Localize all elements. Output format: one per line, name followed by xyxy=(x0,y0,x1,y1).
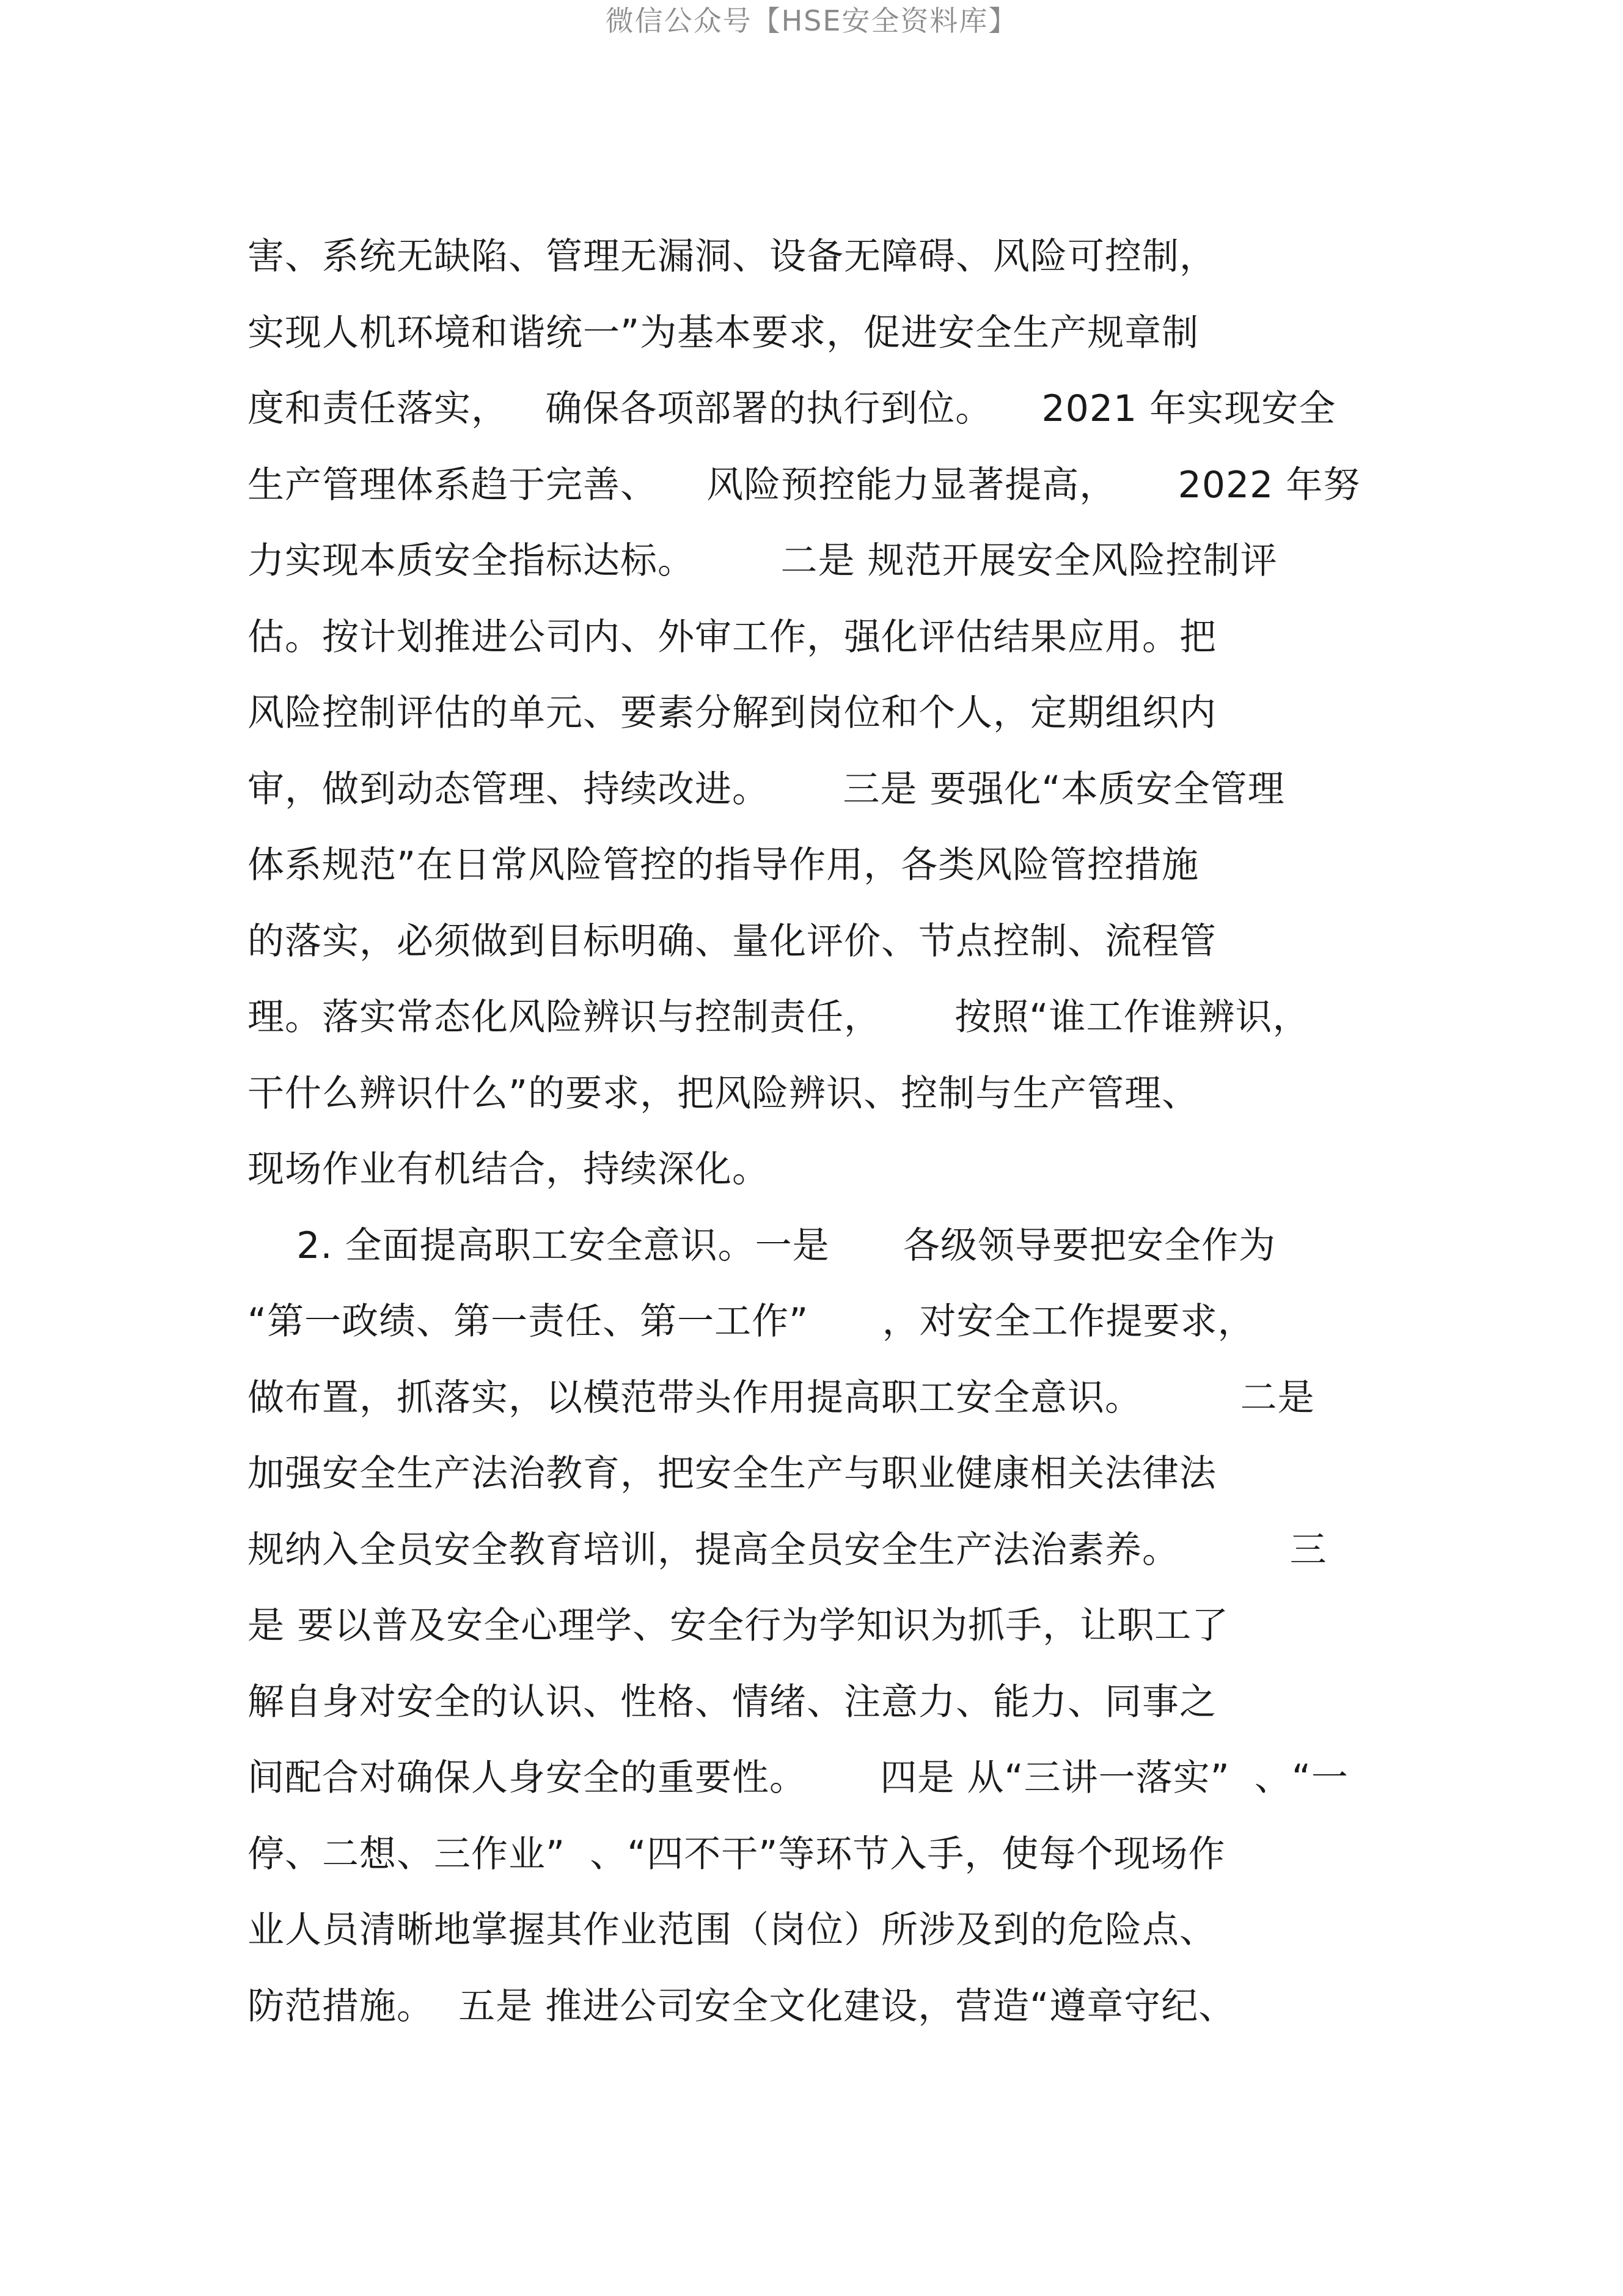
text-line: 解自身对安全的认识、性格、情绪、注意力、能力、同事之 xyxy=(247,1680,1217,1724)
text-line: 害、系统无缺陷、管理无漏洞、设备无障碍、风险可控制， xyxy=(247,235,1217,278)
text-line: 业人员清晰地掌握其作业范围（岗位）所涉及到的危险点、 xyxy=(247,1909,1217,1951)
text-line: 停、二想、三作业” 、“四不干”等环节入手，使每个现场作 xyxy=(247,1832,1226,1876)
text-line: 干什么辨识什么”的要求，把风险辨识、控制与生产管理、 xyxy=(247,1072,1200,1115)
text-line: 规纳入全员安全教育培训，提高全员安全生产法治素养。 三 xyxy=(247,1528,1327,1571)
text-line: “第一政绩、第一责任、第一工作” ，对安全工作提要求， xyxy=(247,1300,1255,1343)
watermark-header: 微信公众号【HSE安全资料库】 xyxy=(605,4,1018,37)
text-line: 度和责任落实， 确保各项部署的执行到位。 2021 年实现安全 xyxy=(247,387,1336,430)
text-line: 估。按计划推进公司内、外审工作，强化评估结果应用。把 xyxy=(247,615,1217,659)
text-line: 是 要以普及安全心理学、安全行为学知识为抓手，让职工了 xyxy=(247,1604,1229,1647)
text-line: 做布置，抓落实，以模范带头作用提高职工安全意识。 二是 xyxy=(247,1376,1315,1419)
document-body xyxy=(247,219,1409,2044)
text-line: 2. 全面提高职工安全意识。一是 各级领导要把安全作为 xyxy=(247,1224,1277,1267)
text-line: 审，做到动态管理、持续改进。 三是 要强化“本质安全管理 xyxy=(247,767,1285,811)
text-line: 间配合对确保人身安全的重要性。 四是 从“三讲一落实” 、“一 xyxy=(247,1757,1349,1799)
text-line: 理。落实常态化风险辨识与控制责任， 按照“谁工作谁辨识， xyxy=(247,996,1310,1039)
text-line: 体系规范”在日常风险管控的指导作用，各类风险管控措施 xyxy=(247,844,1200,887)
text-line: 实现人机环境和谐统一”为基本要求，促进安全生产规章制 xyxy=(247,311,1200,354)
text-line: 风险控制评估的单元、要素分解到岗位和个人，定期组织内 xyxy=(247,692,1217,734)
text-line: 防范措施。 五是 推进公司安全文化建设，营造“遵章守纪、 xyxy=(247,1984,1236,2028)
text-line: 生产管理体系趋于完善、 风险预控能力显著提高， 2022 年努 xyxy=(247,463,1361,506)
text-line: 现场作业有机结合，持续深化。 xyxy=(247,1148,769,1191)
text-line: 加强安全生产法治教育，把安全生产与职业健康相关法律法 xyxy=(247,1452,1217,1495)
text-line: 的落实，必须做到目标明确、量化评价、节点控制、流程管 xyxy=(247,919,1217,963)
text-line: 力实现本质安全指标达标。 二是 规范开展安全风险控制评 xyxy=(247,539,1278,582)
